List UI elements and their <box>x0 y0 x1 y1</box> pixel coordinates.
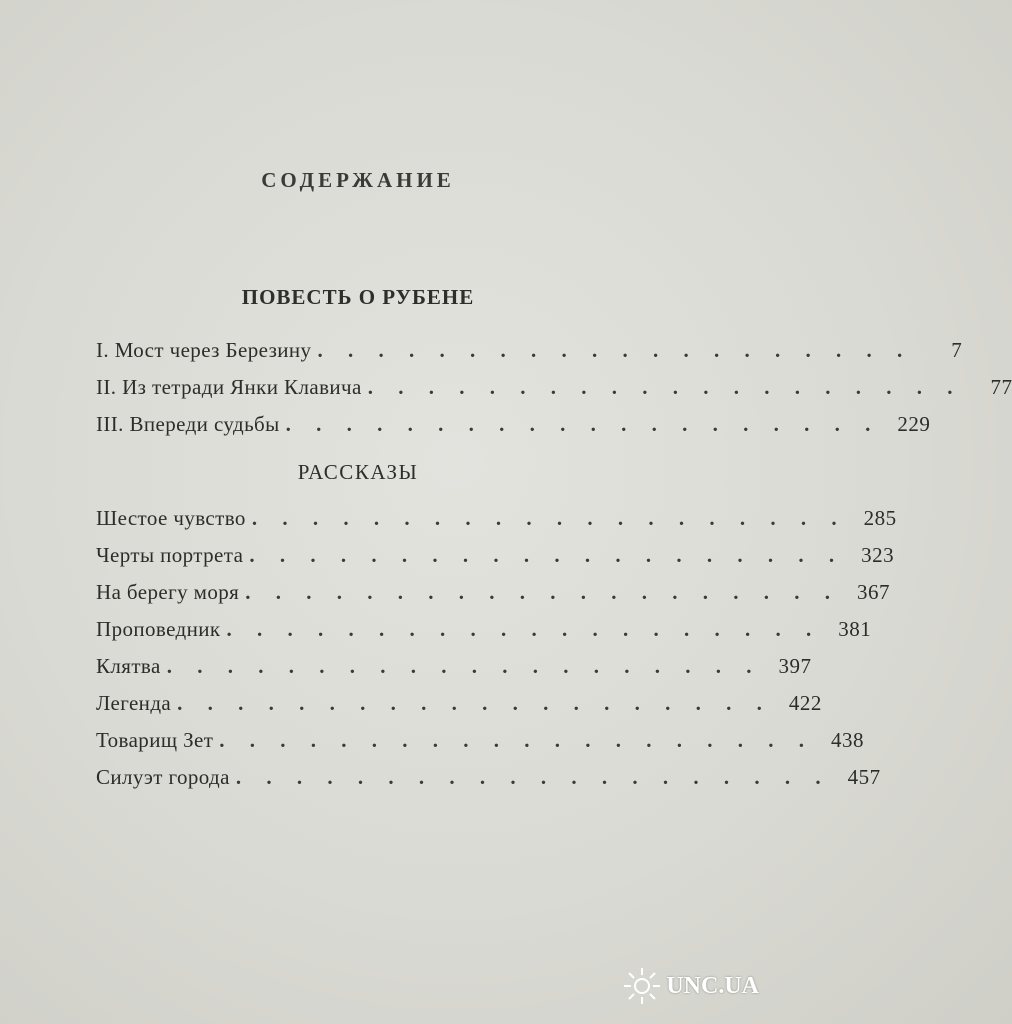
toc-entry <box>96 651 812 688</box>
dot-leader: . . . . . . . . . . . . . . . . . . . . <box>251 506 847 530</box>
dot-leader: . . . . . . . . . . . . . . . . . . . . <box>219 728 815 752</box>
dot-leader: . . . . . . . . . . . . . . . . . . . . <box>166 654 762 678</box>
section-heading-stories: РАССКАЗЫ <box>297 460 419 484</box>
entry-title: II. Из тетради Янки Клавича <box>96 375 362 399</box>
toc-entry <box>96 762 881 799</box>
entry-page-number: 381 <box>838 617 872 641</box>
entry-title: Шестое чувство <box>96 506 246 530</box>
contents-title: СОДЕРЖАНИЕ <box>261 168 455 192</box>
entry-page-number: 323 <box>861 543 895 567</box>
toc-entry <box>96 577 890 614</box>
entry-page-number: 457 <box>847 765 881 789</box>
entry-page-number: 367 <box>856 580 890 604</box>
entry-title: Проповедник <box>96 617 221 641</box>
entry-title: III. Впереди судьбы <box>96 412 280 436</box>
sun-burst-logo-icon <box>622 966 662 1006</box>
dot-leader: . . . . . . . . . . . . . . . . . . . . <box>235 765 831 789</box>
toc-entry <box>96 372 1012 409</box>
toc-entry <box>96 335 963 372</box>
watermark <box>622 966 759 1006</box>
entry-title: Клятва <box>96 654 161 678</box>
section-entries-story <box>96 335 1012 446</box>
entry-page-number: 397 <box>778 654 812 678</box>
toc-entry <box>96 540 895 577</box>
toc-entry <box>96 409 931 446</box>
toc-entry <box>96 688 822 725</box>
entry-title: Товарищ Зет <box>96 728 214 752</box>
entry-title: I. Мост через Березину <box>96 338 312 362</box>
toc-entry <box>96 614 872 651</box>
dot-leader: . . . . . . . . . . . . . . . . . . . . <box>245 580 840 604</box>
entry-page-number: 77 <box>990 375 1012 399</box>
entry-title: Силуэт города <box>96 765 230 789</box>
entry-page-number: 229 <box>897 412 931 436</box>
dot-leader: . . . . . . . . . . . . . . . . . . . . <box>177 691 772 715</box>
watermark-text: UNC.UA <box>666 972 759 999</box>
entry-page-number: 422 <box>788 691 822 715</box>
entry-page-number: 7 <box>951 338 963 362</box>
entry-title: На берегу моря <box>96 580 240 604</box>
entry-title: Черты портрета <box>96 543 244 567</box>
entry-title: Легенда <box>96 691 172 715</box>
entry-page-number: 285 <box>863 506 897 530</box>
section-heading-story: ПОВЕСТЬ О РУБЕНЕ <box>241 285 475 309</box>
entry-page-number: 438 <box>831 728 865 752</box>
section-entries-stories <box>96 503 897 799</box>
toc-entry <box>96 725 865 762</box>
dot-leader: . . . . . . . . . . . . . . . . . . . . <box>226 617 822 641</box>
dot-leader: . . . . . . . . . . . . . . . . . . . . <box>317 338 913 362</box>
dot-leader: . . . . . . . . . . . . . . . . . . . . <box>285 412 881 436</box>
dot-leader: . . . . . . . . . . . . . . . . . . . . <box>249 543 845 567</box>
toc-entry <box>96 503 897 540</box>
dot-leader: . . . . . . . . . . . . . . . . . . . . <box>367 375 963 399</box>
